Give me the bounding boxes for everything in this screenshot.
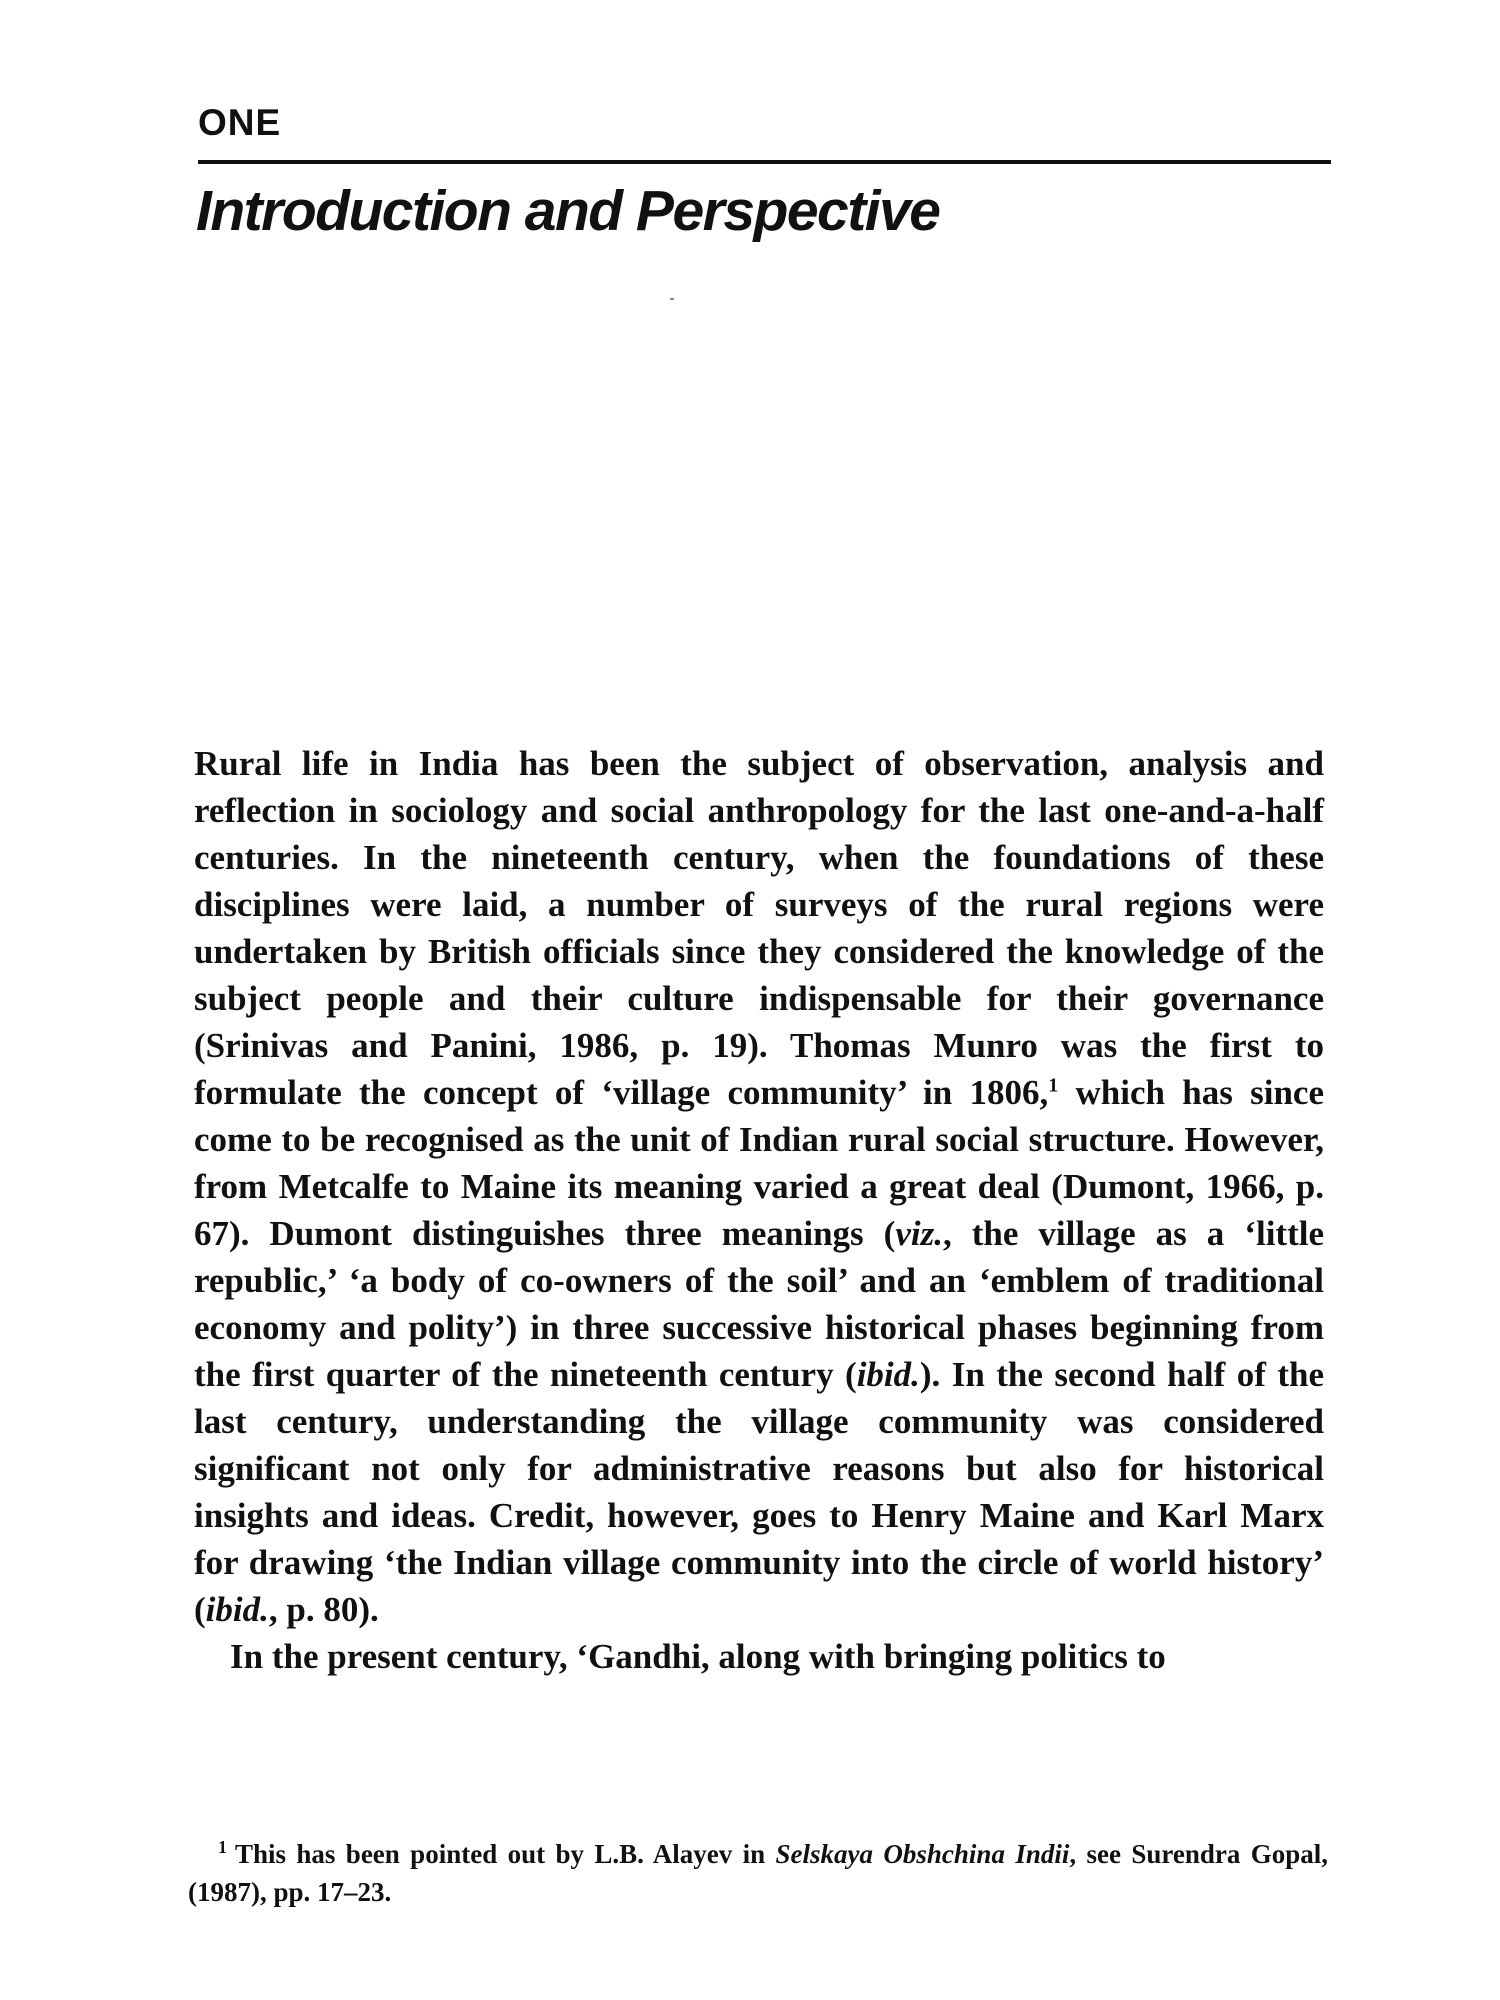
- footnote-text-a: This has been pointed out by L.B. Alayev in: [235, 1839, 776, 1869]
- p1-text-c: , the village as a ‘little republic,’ ‘a body of co-owners of the soil’ and an ‘emblem of traditional economy and polity’) in three successive historical phases beginning from the first quarter of the nineteenth century (: [194, 1214, 1324, 1394]
- p1-text-e: , p. 80).: [268, 1590, 379, 1629]
- chapter-title: Introduction and Perspective: [196, 179, 940, 243]
- chapter-rule: [198, 160, 1331, 164]
- body-text: [194, 740, 1324, 1680]
- chapter-label: ONE: [198, 102, 282, 143]
- p1-viz: viz.: [895, 1214, 943, 1253]
- footnote-reference: 1: [1048, 1074, 1059, 1097]
- print-speck: [670, 298, 674, 300]
- p1-ibid-2: ibid.: [205, 1590, 269, 1629]
- paragraph-1: [194, 740, 1324, 1633]
- p1-text-a: Rural life in India has been the subject of observation, analysis and reflection in sociology and social anthropology for the last one-and-a-half centuries. In the nineteenth century, when the foundations of these disciplines were laid, a number of surveys of the rural regions were undertaken by British officials since they considered the knowledge of the subject people and their culture indispensable for their governance (Srinivas and Panini, 1986, p. 19). Thomas Munro was the first to formulate the concept of ‘village community’ in 1806,: [194, 744, 1324, 1112]
- footnote-marker: 1: [218, 1837, 227, 1857]
- footnote: [188, 1828, 1328, 1911]
- p1-text-d: ). In the second half of the last century, understanding the village community was considered significant not only for administrative reasons but also for historical insights and ideas. Credit, however, goes to Henry Maine and Karl Marx for drawing ‘the Indian village community into the circle of world history’ (: [194, 1355, 1324, 1629]
- footnote-text-b: , see Surendra Gopal, (1987), pp. 17–23.: [188, 1839, 1328, 1907]
- paragraph-2: In the present century, ‘Gandhi, along with bringing politics to: [230, 1637, 1166, 1676]
- p1-text-b: which has since come to be recognised as the unit of Indian rural social structure. However, from Metcalfe to Maine its meaning varied a great deal (Dumont, 1966, p. 67). Dumont distinguishes three meanings (: [194, 1073, 1324, 1253]
- p1-ibid-1: ibid.: [856, 1355, 920, 1394]
- footnote-title: Selskaya Obshchina Indii: [775, 1839, 1070, 1869]
